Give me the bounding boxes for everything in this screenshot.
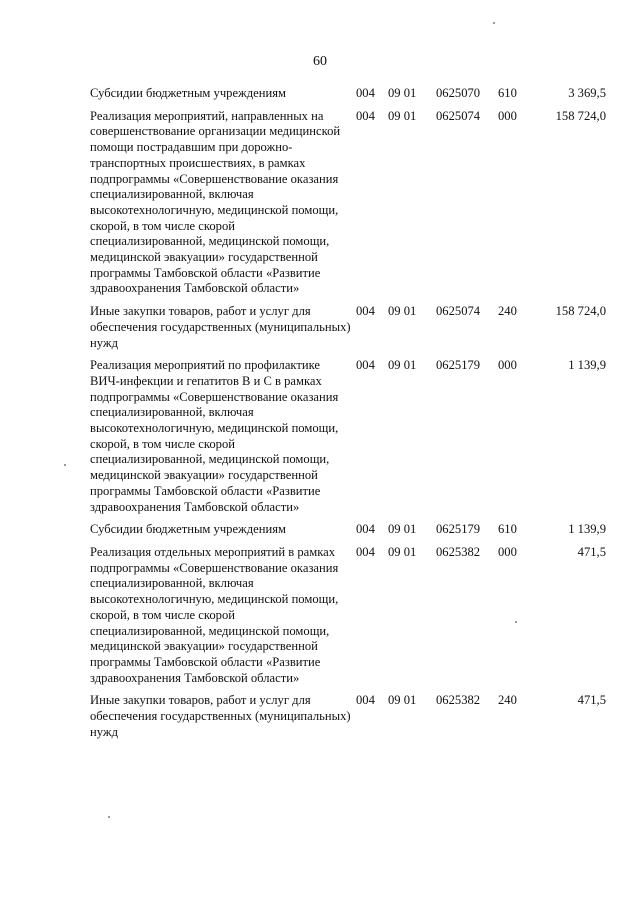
table-row — [90, 86, 606, 102]
table-row — [90, 109, 606, 297]
table-row — [90, 522, 606, 538]
scan-speck — [108, 816, 110, 818]
target-code: 0625070 — [436, 86, 481, 100]
expense-type-code: 000 — [498, 544, 517, 559]
scan-speck — [493, 22, 495, 24]
target-code: 0625382 — [436, 693, 481, 708]
section-code: 09 01 — [388, 108, 417, 123]
row-description: Реализация отдельных мероприятий в рамках подпрограммы «Совершенствование оказания специализированной, включая высокотехнологичную, медицинской помощи, скорой, в том числе скорой специализированной, медицинской помощи, медицинской эвакуации» государственной программы Тамбовской области «Развитие здравоохранения Тамбовской области» — [90, 544, 339, 685]
amount: 3 369,5 — [568, 86, 606, 100]
target-code: 0625074 — [436, 108, 481, 123]
ministry-code: 004 — [356, 693, 375, 708]
amount: 1 139,9 — [568, 358, 606, 373]
row-description: Иные закупки товаров, работ и услуг для обеспечения государственных (муниципальных) нужд — [90, 304, 351, 350]
section-code: 09 01 — [388, 544, 417, 559]
row-description: Реализация мероприятий по профилактике ВИЧ-инфекции и гепатитов В и С в рамках подпрограммы «Совершенствование оказания специализированной, включая высокотехнологичную, медицинской помощи, скорой, в том числе скорой специализированной, медицинской помощи, медицинской эвакуации» государственной программы Тамбовской области «Развитие здравоохранения Тамбовской области» — [90, 358, 339, 514]
row-description: Субсидии бюджетным учреждениям — [90, 86, 286, 100]
table-row — [90, 358, 606, 515]
ministry-code: 004 — [356, 86, 375, 100]
amount: 1 139,9 — [568, 522, 606, 537]
expense-type-code: 000 — [498, 358, 517, 373]
ministry-code: 004 — [356, 522, 375, 537]
target-code: 0625382 — [436, 544, 481, 559]
scan-speck — [64, 464, 66, 466]
budget-table — [90, 86, 606, 747]
expense-type-code: 610 — [498, 86, 517, 100]
expense-type-code: 240 — [498, 693, 517, 708]
amount: 158 724,0 — [555, 304, 606, 319]
expense-type-code: 000 — [498, 108, 517, 123]
section-code: 09 01 — [388, 358, 417, 373]
page-number: 60 — [313, 54, 327, 69]
row-description: Иные закупки товаров, работ и услуг для обеспечения государственных (муниципальных) нужд — [90, 693, 351, 739]
target-code: 0625179 — [436, 358, 481, 373]
amount: 471,5 — [577, 544, 606, 559]
section-code: 09 01 — [388, 304, 417, 319]
ministry-code: 004 — [356, 358, 375, 373]
section-code: 09 01 — [388, 693, 417, 708]
expense-type-code: 240 — [498, 304, 517, 319]
ministry-code: 004 — [356, 108, 375, 123]
table-row — [90, 545, 606, 686]
section-code: 09 01 — [388, 522, 417, 537]
section-code: 09 01 — [388, 86, 417, 100]
table-row — [90, 304, 606, 351]
row-description: Реализация мероприятий, направленных на совершенствование организации медицинской помощи пострадавшим при дорожно-транспортных происшествиях, в рамках подпрограммы «Совершенствование оказания специализированной, включая высокотехнологичную, медицинской помощи, скорой, в том числе скорой специализированной, медицинской помощи, медицинской эвакуации» государственной программы Тамбовской области «Развитие здравоохранения Тамбовской области» — [90, 108, 341, 296]
ministry-code: 004 — [356, 304, 375, 319]
ministry-code: 004 — [356, 544, 375, 559]
table-row — [90, 693, 606, 740]
target-code: 0625179 — [436, 522, 481, 537]
expense-type-code: 610 — [498, 522, 517, 537]
scan-speck — [515, 621, 517, 623]
row-description: Субсидии бюджетным учреждениям — [90, 522, 286, 537]
target-code: 0625074 — [436, 304, 481, 319]
amount: 158 724,0 — [555, 108, 606, 123]
amount: 471,5 — [577, 693, 606, 708]
